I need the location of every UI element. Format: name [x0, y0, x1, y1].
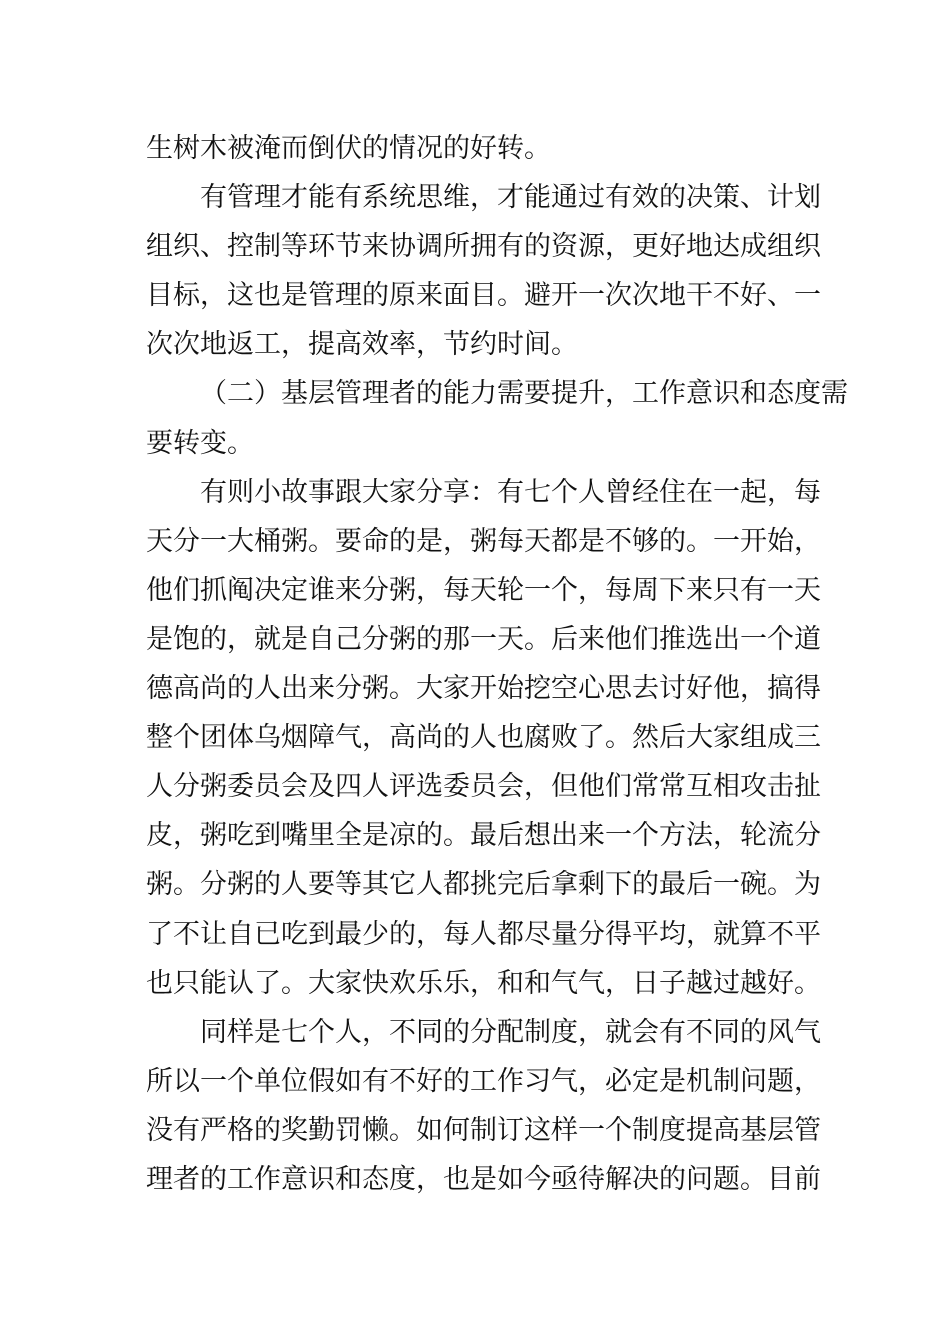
text-line: 是饱的，就是自己分粥的那一天。后来他们推选出一个道	[146, 623, 821, 655]
text-line: 也只能认了。大家快欢乐乐，和和气气，日子越过越好。	[146, 967, 821, 999]
text-line: 同样是七个人，不同的分配制度，就会有不同的风气	[200, 1016, 821, 1048]
text-line: 天分一大桶粥。要命的是，粥每天都是不够的。一开始，	[146, 525, 821, 557]
text-line: 人分粥委员会及四人评选委员会，但他们常常互相攻击扯	[146, 771, 821, 803]
text-line: 没有严格的奖勤罚懒。如何制订这样一个制度提高基层管	[146, 1114, 821, 1146]
text-line: 德高尚的人出来分粥。大家开始挖空心思去讨好他，搞得	[146, 673, 821, 705]
text-line: 次次地返工，提高效率，节约时间。	[146, 329, 578, 361]
text-line: 理者的工作意识和态度，也是如今亟待解决的问题。目前	[146, 1163, 821, 1195]
text-line: （二）基层管理者的能力需要提升，工作意识和态度需	[200, 378, 848, 410]
text-line: 了不让自已吃到最少的，每人都尽量分得平均，就算不平	[146, 918, 821, 950]
text-line: 皮，粥吃到嘴里全是凉的。最后想出来一个方法，轮流分	[146, 820, 821, 852]
text-line: 有则小故事跟大家分享：有七个人曾经住在一起，每	[200, 476, 821, 508]
text-line: 整个团体乌烟障气，高尚的人也腐败了。然后大家组成三	[146, 722, 821, 754]
text-line: 组织、控制等环节来协调所拥有的资源，更好地达成组织	[146, 231, 821, 263]
text-line: 粥。分粥的人要等其它人都挑完后拿剩下的最后一碗。为	[146, 869, 821, 901]
text-line: 要转变。	[146, 427, 254, 459]
text-line: 有管理才能有系统思维，才能通过有效的决策、计划	[200, 182, 821, 214]
text-line: 目标，这也是管理的原来面目。避开一次次地干不好、一	[146, 280, 821, 312]
text-line: 他们抓阄决定谁来分粥，每天轮一个，每周下来只有一天	[146, 574, 821, 606]
text-line: 所以一个单位假如有不好的工作习气，必定是机制问题，	[146, 1065, 821, 1097]
body-text	[146, 124, 848, 1204]
text-line: 生树木被淹而倒伏的情况的好转。	[146, 133, 551, 164]
